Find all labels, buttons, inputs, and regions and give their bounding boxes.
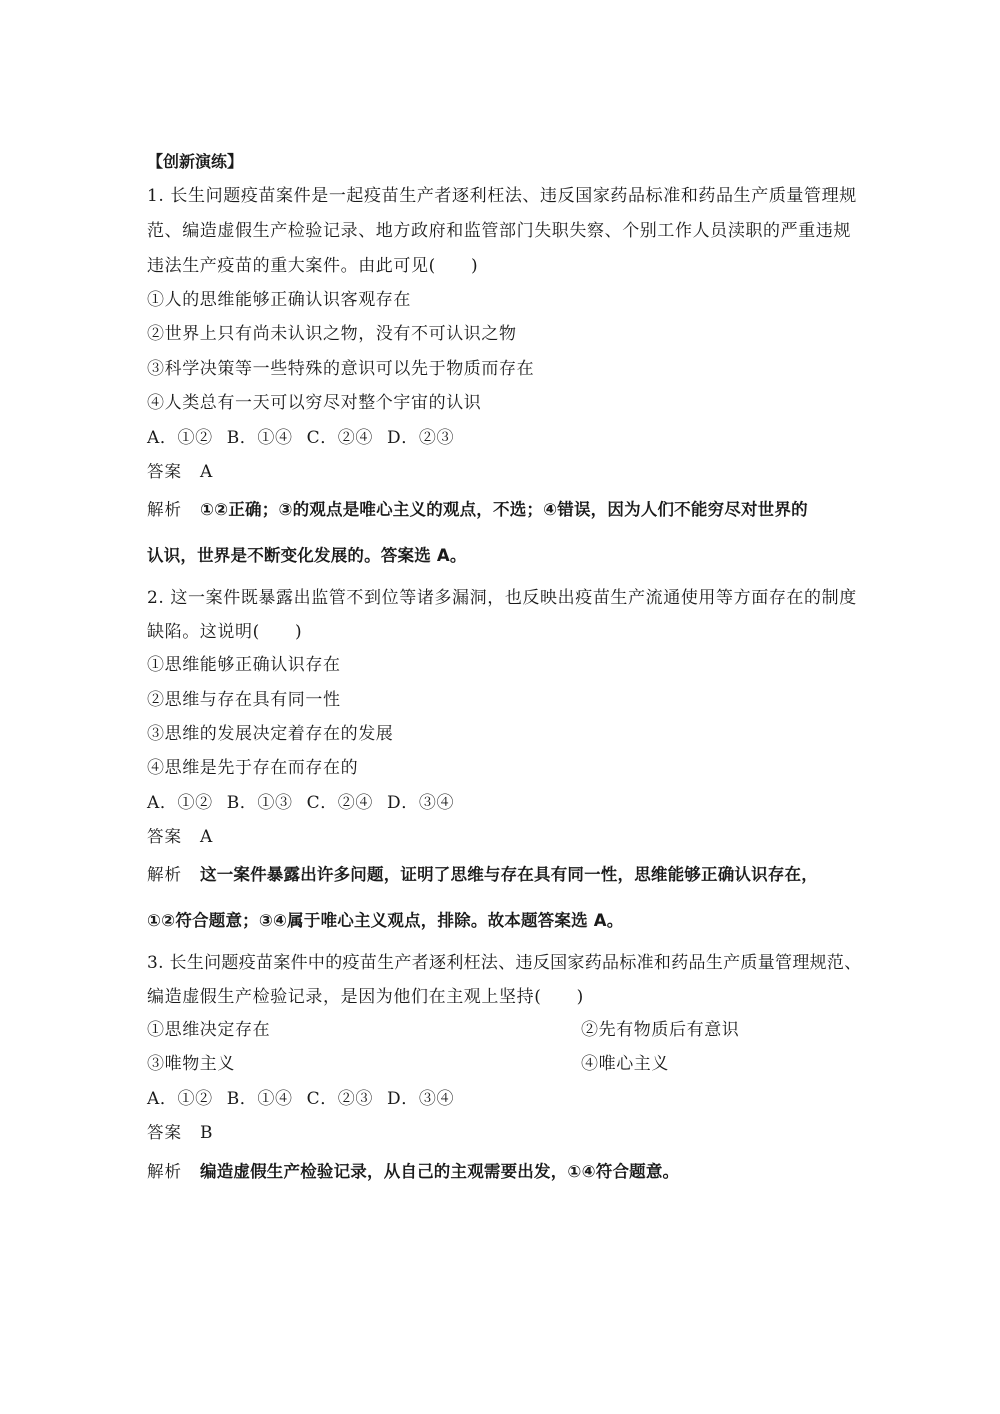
option-b: B．①④ [226, 428, 293, 448]
statement-row [147, 1053, 669, 1075]
analysis-text: 这一案件暴露出许多问题，证明了思维与存在具有同一性，思维能够正确认识存在， [200, 865, 818, 884]
statement: ④人类总有一天可以穷尽对整个宇宙的认识 [147, 393, 482, 413]
statement: ③唯物主义 [147, 1054, 235, 1074]
statement: ②思维与存在具有同一性 [147, 690, 341, 710]
statement: ④唯心主义 [581, 1054, 669, 1074]
option-b: B．①④ [226, 1089, 293, 1109]
options-row [147, 427, 468, 449]
statement: ①思维能够正确认识存在 [147, 655, 341, 675]
options-row [147, 792, 468, 814]
question-stem-line: 违法生产疫苗的重大案件。由此可见( ) [147, 256, 479, 276]
statement: ③科学决策等一些特殊的意识可以先于物质而存在 [147, 359, 535, 379]
analysis-text: 编造虚假生产检验记录，从自己的主观需要出发，①④符合题意。 [200, 1162, 680, 1181]
answer-label: 答案 [147, 827, 182, 846]
answer-label: 答案 [147, 462, 182, 481]
question-stem-line: 1. 长生问题疫苗案件是一起疫苗生产者逐利枉法、违反国家药品标准和药品生产质量管理规 [147, 186, 857, 206]
statement: ①人的思维能够正确认识客观存在 [147, 290, 411, 310]
analysis-label: 解析 [147, 1162, 182, 1181]
statement: ②先有物质后有意识 [581, 1020, 740, 1040]
question-stem-line: 范、编造虚假生产检验记录、地方政府和监管部门失职失察、个别工作人员渎职的严重违规 [147, 221, 851, 241]
analysis-text: ①②符合题意；③④属于唯心主义观点，排除。故本题答案选 A。 [147, 911, 624, 930]
analysis-row [147, 864, 818, 886]
statement-row [147, 1019, 740, 1041]
statement: ③思维的发展决定着存在的发展 [147, 724, 394, 744]
analysis-text: 认识，世界是不断变化发展的。答案选 A。 [147, 546, 467, 565]
section-title: 【创新演练】 [147, 152, 244, 171]
question-stem-line: 2. 这一案件既暴露出监管不到位等诸多漏洞，也反映出疫苗生产流通使用等方面存在的制度 [147, 588, 857, 608]
answer-value: B [200, 1123, 214, 1143]
analysis-label: 解析 [147, 500, 182, 519]
analysis-label: 解析 [147, 865, 182, 884]
answer-value: A [200, 462, 213, 482]
answer-row [147, 1122, 213, 1144]
option-c: C．②④ [306, 793, 374, 813]
analysis-row [147, 499, 808, 521]
analysis-row [147, 1161, 679, 1183]
answer-label: 答案 [147, 1123, 182, 1142]
option-c: C．②④ [306, 428, 374, 448]
question-stem-line: 3. 长生问题疫苗案件中的疫苗生产者逐利枉法、违反国家药品标准和药品生产质量管理规范、 [147, 953, 862, 973]
option-d: D．③④ [387, 1089, 455, 1109]
answer-value: A [200, 827, 213, 847]
statement: ①思维决定存在 [147, 1020, 271, 1040]
option-b: B．①③ [226, 793, 293, 813]
statement: ④思维是先于存在而存在的 [147, 758, 359, 778]
option-d: D．③④ [387, 793, 455, 813]
analysis-text: ①②正确；③的观点是唯心主义的观点，不选；④错误，因为人们不能穷尽对世界的 [200, 500, 808, 519]
answer-row [147, 461, 213, 483]
options-row [147, 1088, 468, 1110]
option-a: A．①② [147, 1089, 213, 1109]
option-a: A．①② [147, 793, 213, 813]
question-stem-line: 编造虚假生产检验记录，是因为他们在主观上坚持( ) [147, 987, 584, 1007]
option-d: D．②③ [387, 428, 455, 448]
answer-row [147, 826, 213, 848]
option-a: A．①② [147, 428, 213, 448]
question-stem-line: 缺陷。这说明( ) [147, 622, 303, 642]
option-c: C．②③ [306, 1089, 374, 1109]
statement: ②世界上只有尚未认识之物，没有不可认识之物 [147, 324, 517, 344]
